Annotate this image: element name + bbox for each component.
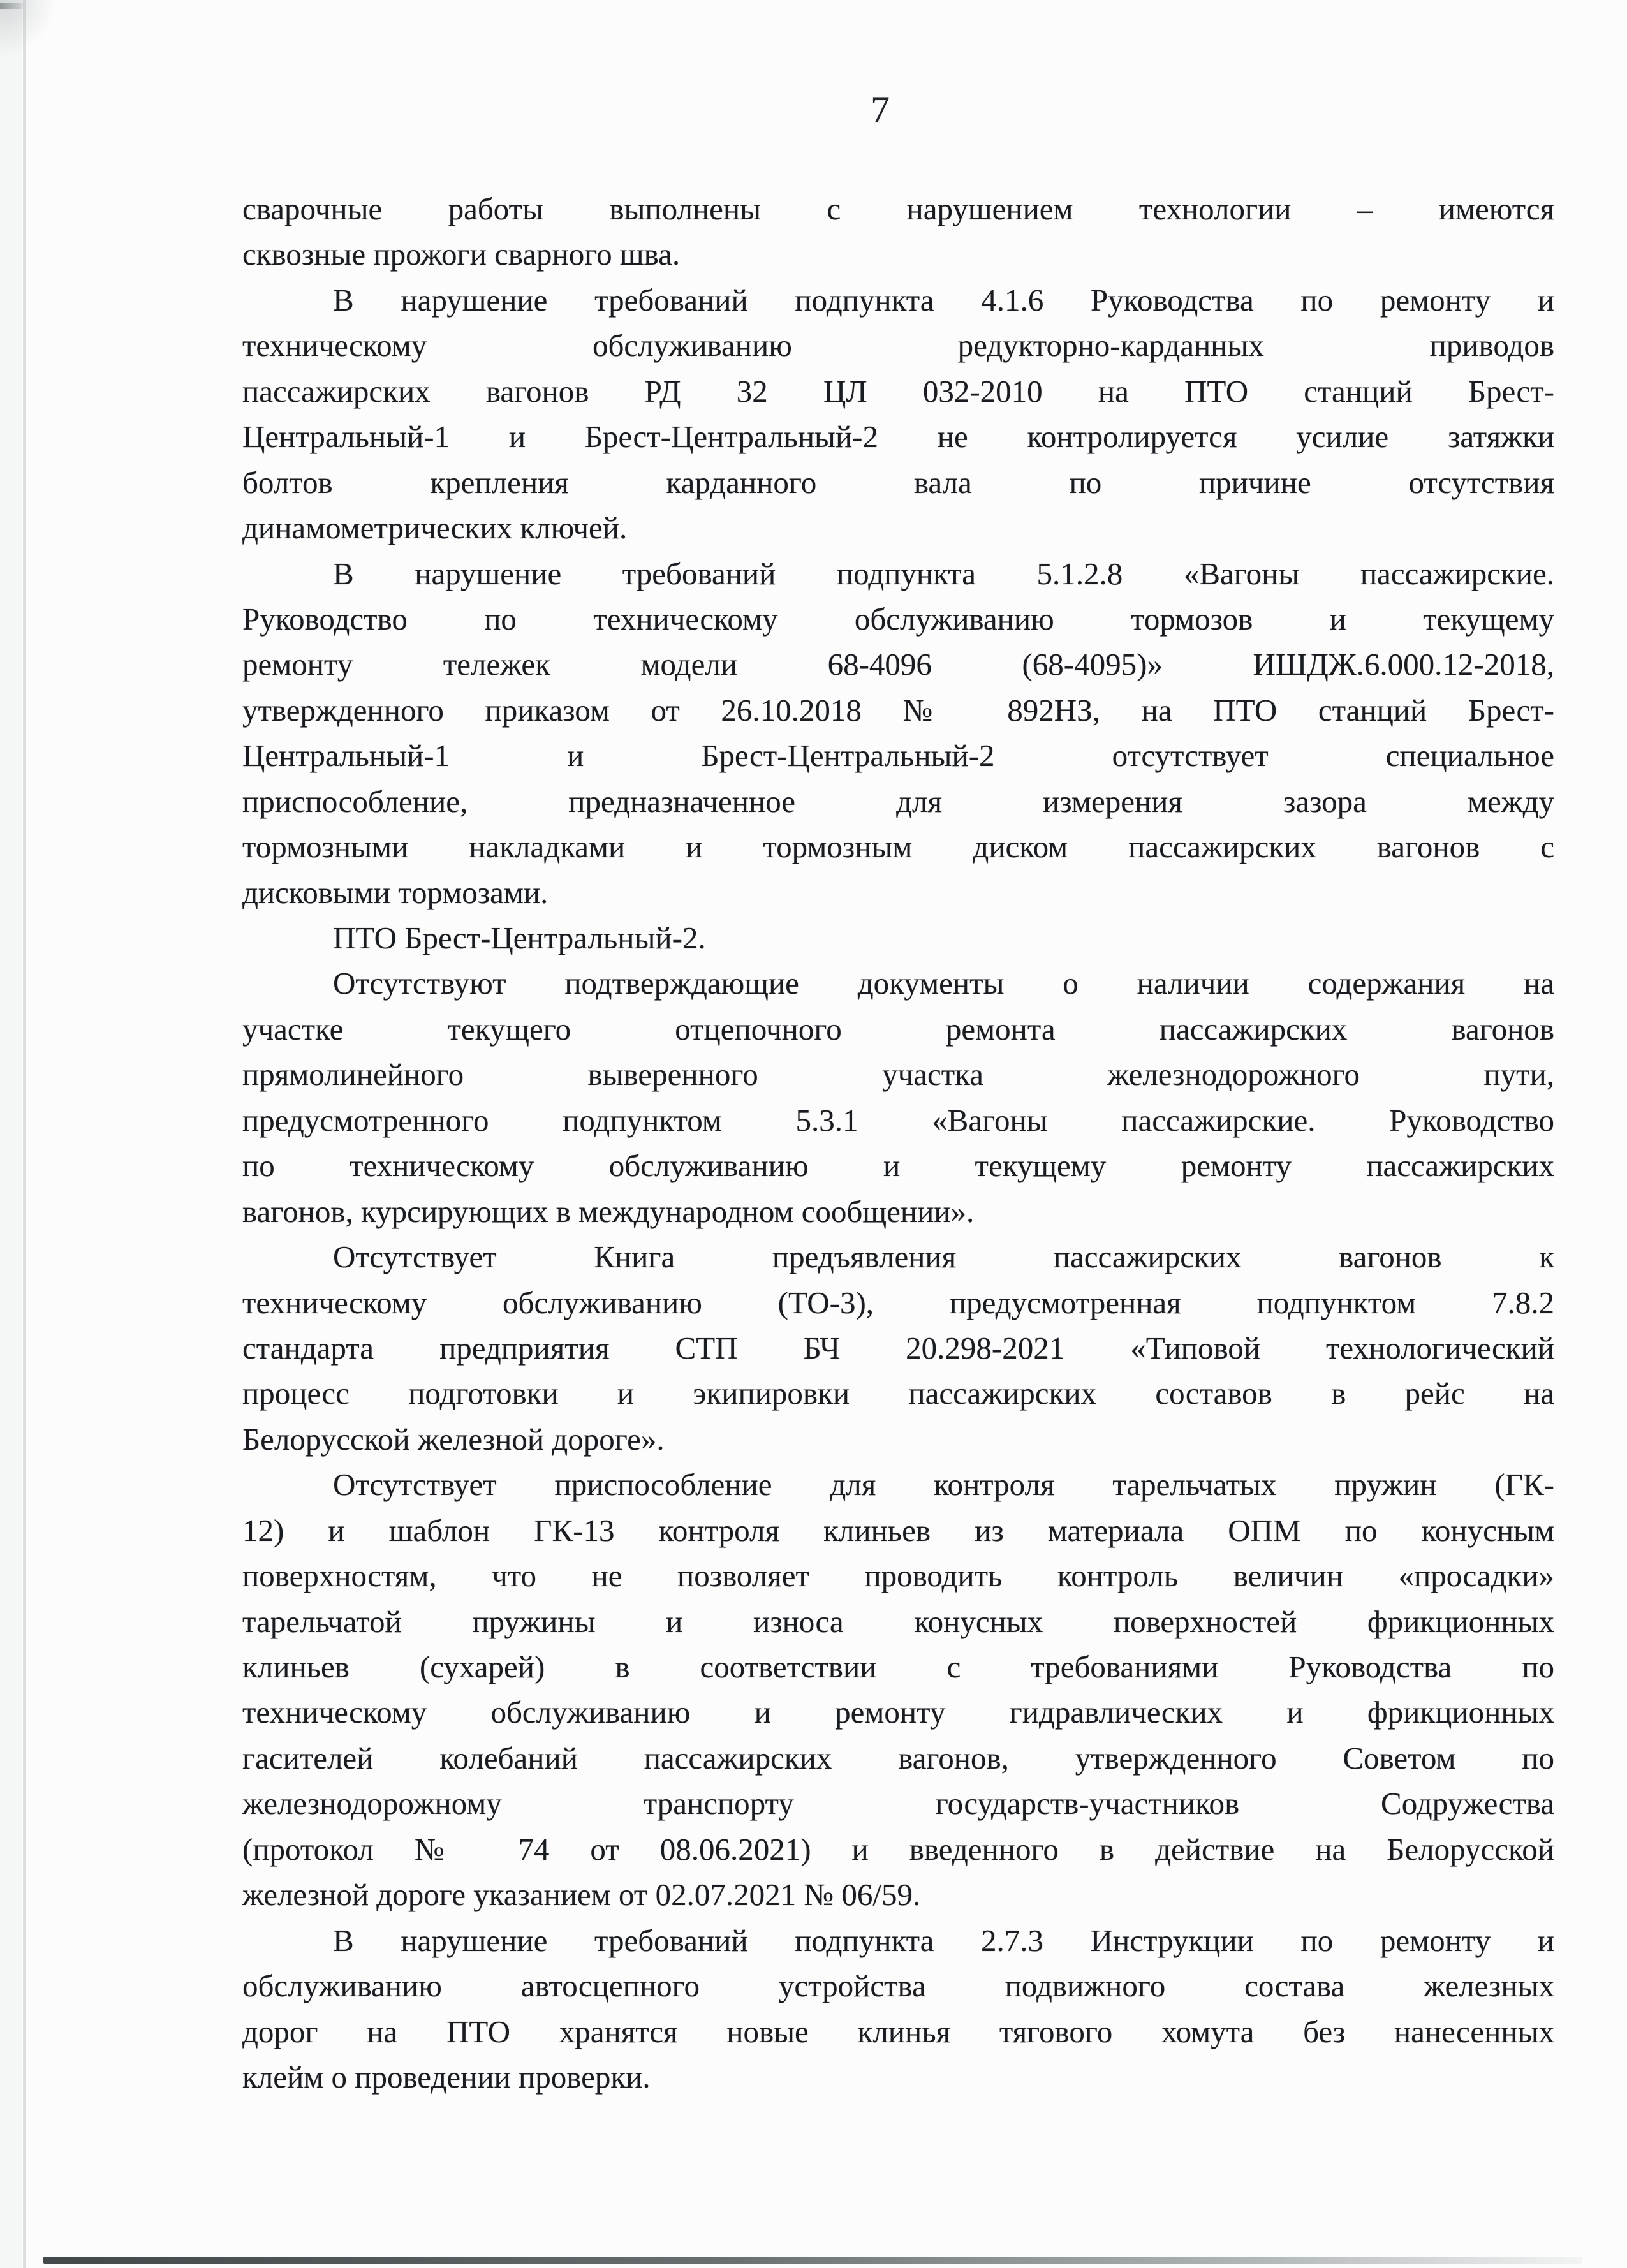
text-line: Отсутствует приспособление для контроля тарельчатых пружин (ГК- — [333, 1467, 1554, 1503]
page-number: 7 — [871, 89, 890, 131]
text-line: Центральный-1 и Брест-Центральный-2 не контролируется усилие затяжки — [242, 419, 1554, 455]
top-left-scan-mark — [0, 3, 24, 9]
text-line: сквозные прожоги сварного шва. — [242, 237, 681, 272]
text-line: (протокол № 74 от 08.06.2021) и введенного в действие на Белорусской — [242, 1831, 1554, 1867]
text-line: В нарушение требований подпункта 2.7.3 Инструкции по ремонту и — [333, 1922, 1554, 1958]
text-line: железнодорожному транспорту государств-участников Содружества — [242, 1786, 1554, 1822]
text-line: обслуживанию автосцепного устройства подвижного состава железных — [242, 1968, 1554, 2004]
text-line: участке текущего отцепочного ремонта пассажирских вагонов — [242, 1011, 1554, 1047]
left-scan-band — [0, 0, 22, 2268]
text-line: ремонту тележек модели 68-4096 (68-4095)» ИШДЖ.6.000.12-2018, — [242, 647, 1554, 682]
text-line: Белорусской железной дороге». — [242, 1421, 665, 1457]
text-line: приспособление, предназначенное для измерения зазора между — [242, 783, 1554, 819]
text-line: пассажирских вагонов РД 32 ЦЛ 032-2010 на ПТО станций Брест- — [242, 373, 1554, 409]
text-line: техническому обслуживанию (ТО-3), предусмотренная подпунктом 7.8.2 — [242, 1285, 1554, 1320]
text-line: болтов крепления карданного вала по причине отсутствия — [242, 464, 1554, 500]
text-line: по техническому обслуживанию и текущему ремонту пассажирских — [242, 1148, 1554, 1184]
text-line: поверхностям, что не позволяет проводить контроль величин «просадки» — [242, 1558, 1554, 1594]
bottom-scan-bar — [43, 2257, 1582, 2264]
text-line: Отсутствует Книга предъявления пассажирских вагонов к — [333, 1239, 1554, 1275]
text-line: В нарушение требований подпункта 4.1.6 Руководства по ремонту и — [333, 282, 1554, 318]
text-line: 12) и шаблон ГК-13 контроля клиньев из материала ОПМ по конусным — [242, 1512, 1554, 1548]
text-line: дисковыми тормозами. — [242, 874, 548, 910]
text-line: динамометрических ключей. — [242, 510, 628, 546]
text-line: тарельчатой пружины и износа конусных поверхностей фрикционных — [242, 1603, 1554, 1639]
text-line: гасителей колебаний пассажирских вагонов, утвержденного Советом по — [242, 1740, 1554, 1776]
text-line: прямолинейного выверенного участка железнодорожного пути, — [242, 1057, 1554, 1093]
text-line: процесс подготовки и экипировки пассажирских составов в рейс на — [242, 1376, 1554, 1411]
text-line: тормозными накладками и тормозным диском пассажирских вагонов с — [242, 829, 1554, 865]
left-scan-edge-line — [23, 0, 26, 2268]
text-line: предусмотренного подпунктом 5.3.1 «Вагоны пассажирские. Руководство — [242, 1102, 1554, 1138]
text-line: ПТО Брест-Центральный-2. — [333, 920, 706, 955]
text-line: Центральный-1 и Брест-Центральный-2 отсутствует специальное — [242, 738, 1554, 774]
text-line: В нарушение требований подпункта 5.1.2.8 «Вагоны пассажирские. — [333, 556, 1554, 591]
text-line: сварочные работы выполнены с нарушением технологии – имеются — [242, 191, 1554, 226]
text-line: Отсутствуют подтверждающие документы о наличии содержания на — [333, 966, 1554, 1001]
text-line: утвержденного приказом от 26.10.2018 № 892НЗ, на ПТО станций Брест- — [242, 692, 1554, 728]
text-line: техническому обслуживанию и ремонту гидравлических и фрикционных — [242, 1695, 1554, 1730]
text-line: клейм о проведении проверки. — [242, 2059, 651, 2095]
text-line: железной дороге указанием от 02.07.2021 № 06/59. — [242, 1877, 921, 1913]
text-line: клиньев (сухарей) в соответствии с требованиями Руководства по — [242, 1649, 1554, 1684]
text-line: вагонов, курсирующих в международном сообщении». — [242, 1193, 975, 1229]
document-body — [242, 186, 1554, 2100]
text-line: дорог на ПТО хранятся новые клинья тягового хомута без нанесенных — [242, 2014, 1554, 2049]
text-line: стандарта предприятия СТП БЧ 20.298-2021 «Типовой технологический — [242, 1330, 1554, 1366]
text-line: Руководство по техническому обслуживанию тормозов и текущему — [242, 601, 1554, 637]
text-line: техническому обслуживанию редукторно-карданных приводов — [242, 328, 1554, 364]
